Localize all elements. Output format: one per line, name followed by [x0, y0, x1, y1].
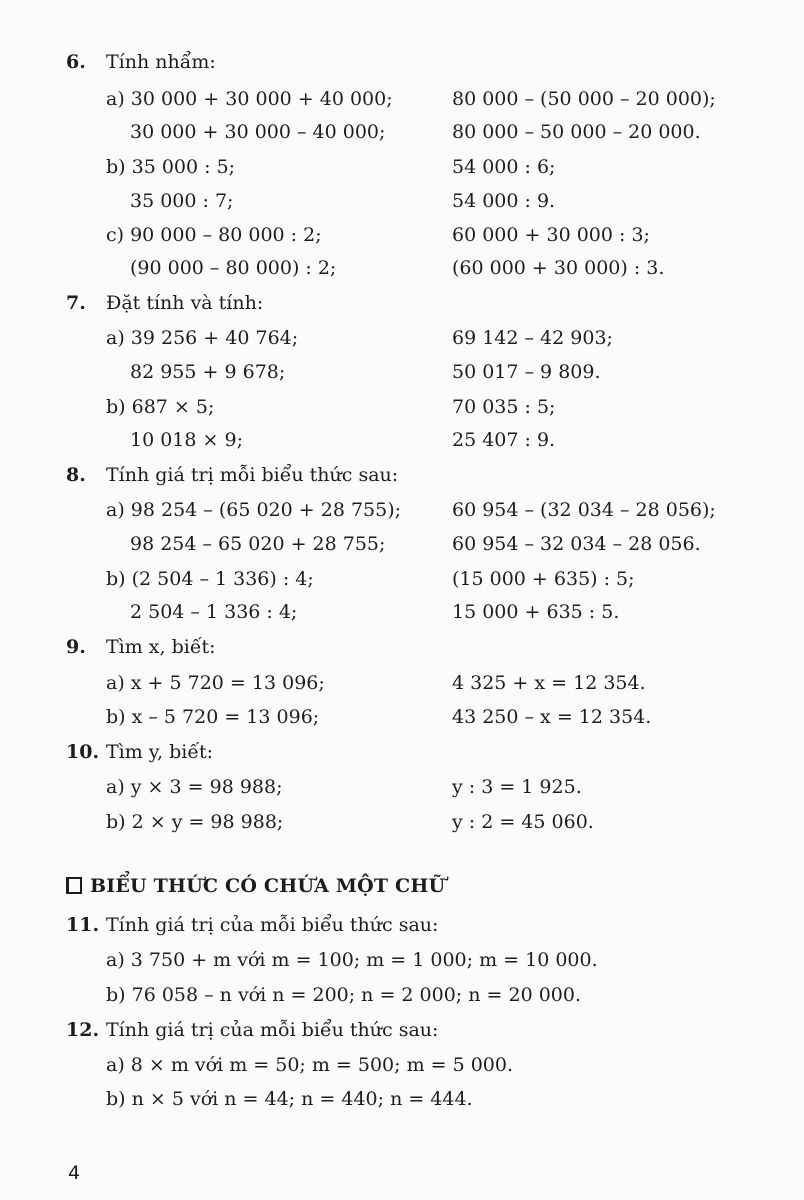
exercise-10-row-2-right: y : 2 = 45 060. [452, 811, 594, 833]
section-heading [66, 873, 445, 899]
exercise-6-row-4-left: 35 000 : 7; [130, 190, 234, 212]
exercise-12-line-1: a) 8 × m với m = 50; m = 500; m = 5 000. [106, 1054, 514, 1076]
exercise-8-title: Tính giá trị mỗi biểu thức sau: [106, 464, 399, 486]
exercise-8-row-3-left: b) (2 504 – 1 336) : 4; [106, 568, 314, 590]
exercise-9-row-2-right: 43 250 – x = 12 354. [452, 706, 652, 728]
page-number: 4 [68, 1162, 81, 1184]
exercise-6-row-5-right: 60 000 + 30 000 : 3; [452, 224, 650, 246]
exercise-7-row-3-left: b) 687 × 5; [106, 396, 215, 418]
section-title: BIỂU THỨC CÓ CHỨA MỘT CHỮ [90, 875, 446, 897]
exercise-9-title: Tìm x, biết: [106, 636, 216, 658]
exercise-11-line-2: b) 76 058 – n với n = 200; n = 2 000; n = 20 000. [106, 984, 582, 1006]
exercise-9-row-1-right: 4 325 + x = 12 354. [452, 672, 646, 694]
exercise-6-row-5-left: c) 90 000 – 80 000 : 2; [106, 224, 322, 246]
exercise-6-row-6-right: (60 000 + 30 000) : 3. [452, 257, 665, 279]
exercise-12-number: 12. [66, 1019, 100, 1041]
exercise-11-title: Tính giá trị của mỗi biểu thức sau: [106, 914, 439, 936]
exercise-8-row-2-right: 60 954 – 32 034 – 28 056. [452, 533, 701, 555]
exercise-7-title: Đặt tính và tính: [106, 292, 264, 314]
exercise-6-title: Tính nhẩm: [106, 51, 216, 73]
exercise-8-row-2-left: 98 254 – 65 020 + 28 755; [130, 533, 386, 555]
exercise-6-row-3-right: 54 000 : 6; [452, 156, 556, 178]
checkbox-square-icon [66, 877, 82, 894]
exercise-6-row-1-left: a) 30 000 + 30 000 + 40 000; [106, 88, 393, 110]
exercise-9-number: 9. [66, 636, 86, 658]
exercise-6-row-1-right: 80 000 – (50 000 – 20 000); [452, 88, 716, 110]
exercise-8-row-4-right: 15 000 + 635 : 5. [452, 601, 620, 623]
exercise-6-row-3-left: b) 35 000 : 5; [106, 156, 236, 178]
exercise-10-row-1-right: y : 3 = 1 925. [452, 776, 582, 798]
exercise-6-row-6-left: (90 000 – 80 000) : 2; [130, 257, 337, 279]
exercise-6-number: 6. [66, 51, 86, 73]
exercise-10-number: 10. [66, 741, 100, 763]
exercise-6-row-2-right: 80 000 – 50 000 – 20 000. [452, 121, 701, 143]
exercise-7-row-4-left: 10 018 × 9; [130, 429, 243, 451]
exercise-10-title: Tìm y, biết: [106, 741, 214, 763]
exercise-8-row-3-right: (15 000 + 635) : 5; [452, 568, 635, 590]
exercise-9-row-1-left: a) x + 5 720 = 13 096; [106, 672, 325, 694]
exercise-7-row-3-right: 70 035 : 5; [452, 396, 556, 418]
exercise-7-row-4-right: 25 407 : 9. [452, 429, 556, 451]
exercise-7-row-1-left: a) 39 256 + 40 764; [106, 327, 299, 349]
exercise-12-title: Tính giá trị của mỗi biểu thức sau: [106, 1019, 439, 1041]
exercise-7-row-1-right: 69 142 – 42 903; [452, 327, 613, 349]
exercise-7-row-2-left: 82 955 + 9 678; [130, 361, 286, 383]
exercise-11-number: 11. [66, 914, 100, 936]
exercise-11-line-1: a) 3 750 + m với m = 100; m = 1 000; m = 10 000. [106, 949, 598, 971]
exercise-12-line-2: b) n × 5 với n = 44; n = 440; n = 444. [106, 1088, 473, 1110]
exercise-8-number: 8. [66, 464, 86, 486]
exercise-6-row-2-left: 30 000 + 30 000 – 40 000; [130, 121, 386, 143]
exercise-8-row-4-left: 2 504 – 1 336 : 4; [130, 601, 298, 623]
exercise-10-row-2-left: b) 2 × y = 98 988; [106, 811, 284, 833]
exercise-7-row-2-right: 50 017 – 9 809. [452, 361, 601, 383]
exercise-7-number: 7. [66, 292, 86, 314]
exercise-9-row-2-left: b) x – 5 720 = 13 096; [106, 706, 320, 728]
exercise-10-row-1-left: a) y × 3 = 98 988; [106, 776, 283, 798]
exercise-8-row-1-right: 60 954 – (32 034 – 28 056); [452, 499, 716, 521]
exercise-6-row-4-right: 54 000 : 9. [452, 190, 556, 212]
exercise-8-row-1-left: a) 98 254 – (65 020 + 28 755); [106, 499, 402, 521]
